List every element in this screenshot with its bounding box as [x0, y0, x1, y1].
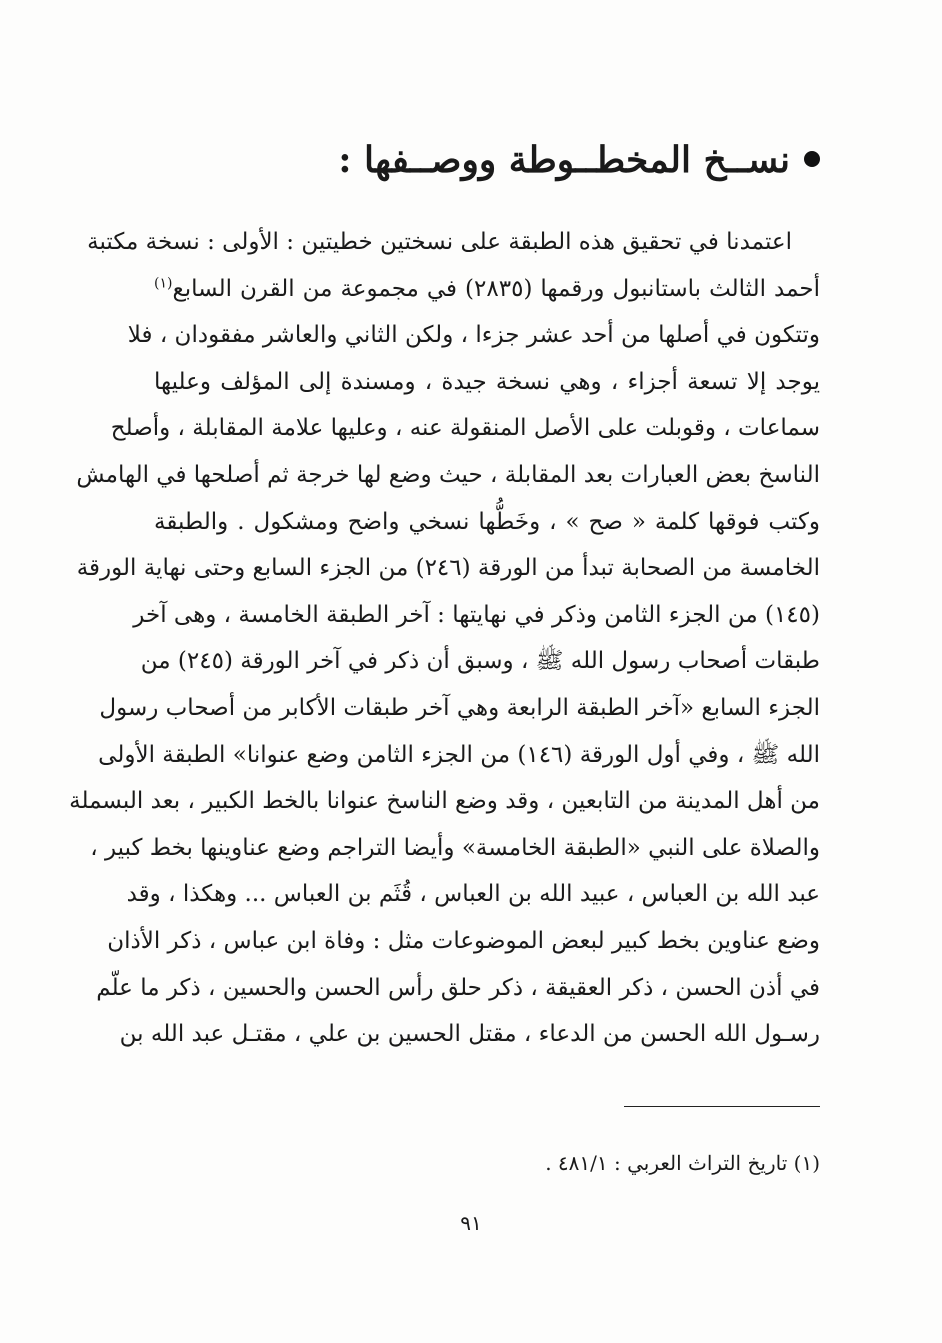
text-line: رسـول الله الحسن من الدعاء ، مقتل الحسين بن علي ، مقتـل عبد الله بن — [119, 1021, 820, 1048]
text-line-content: أحمد الثالث باستانبول ورقمها (٢٨٣٥) في مجموعة من القرن السابع — [172, 275, 820, 302]
page-number: ٩١ — [460, 1211, 482, 1235]
text-line: يوجد إلا تسعة أجزاء ، وهي نسخة جيدة ، ومسندة إلى المؤلف وعليها — [154, 368, 820, 395]
text-line: طبقات أصحاب رسول الله ﷺ ، وسبق أن ذكر في آخر الورقة (٢٤٥) من — [140, 648, 820, 675]
text-line: في أذن الحسن ، ذكر العقيقة ، ذكر حلق رأس الحسن والحسين ، ذكر ما علّم — [96, 974, 820, 1001]
text-line: وضع عناوين بخط كبير لبعض الموضوعات مثل : وفاة ابن عباس ، ذكر الأذان — [107, 927, 820, 954]
text-line: (١٤٥) من الجزء الثامن وذكر في نهايتها : آخر الطبقة الخامسة ، وهى آخر — [133, 601, 820, 628]
text-line: عبد الله بن العباس ، عبيد الله بن العباس ، قُثَم بن العباس ... وهكذا ، وقد — [126, 881, 820, 908]
section-heading-text: نســخ المخطــوطة ووصــفها : — [338, 139, 790, 181]
text-line: الجزء السابع «آخر الطبقة الرابعة وهي آخر طبقات الأكابر من أصحاب رسول — [99, 694, 820, 721]
text-line: من أهل المدينة من التابعين ، وقد وضع الناسخ عنوانا بالخط الكبير ، بعد البسملة — [69, 788, 820, 815]
text-line: الناسخ بعض العبارات بعد المقابلة ، حيث وضع لها خرجة ثم أصلحها في الهامش — [76, 461, 820, 488]
text-line: الله ﷺ ، وفي أول الورقة (١٤٦) من الجزء الثامن وضع عنوانا» الطبقة الأولى — [98, 741, 820, 768]
text-line: وكتب فوقها كلمة « صح » ، وخَطُّها نسخي واضح ومشكول . والطبقة — [154, 508, 820, 535]
footnote-reference: (١) — [154, 274, 173, 291]
text-line-with-footnote — [154, 266, 820, 313]
text-line: وتتكون في أصلها من أحد عشر جزءا ، ولكن الثاني والعاشر مفقودان ، فلا — [127, 322, 820, 349]
footnote: (١) تاريخ التراث العربي : ٤٨١/١ . — [545, 1151, 820, 1175]
section-heading — [220, 136, 820, 184]
footnote-separator — [624, 1106, 820, 1107]
text-line: سماعات ، وقوبلت على الأصل المنقولة عنه ، وعليها علامة المقابلة ، وأصلح — [110, 415, 820, 442]
bullet-icon — [804, 151, 820, 167]
body-paragraph — [69, 219, 820, 1058]
text-line: والصلاة على النبي «الطبقة الخامسة» وأيضا التراجم وضع عناوينها بخط كبير ، — [90, 834, 820, 861]
text-line: اعتمدنا في تحقيق هذه الطبقة على نسختين خطيتين : الأولى : نسخة مكتبة — [87, 229, 792, 255]
text-line: الخامسة من الصحابة تبدأ من الورقة (٢٤٦) من الجزء السابع وحتى نهاية الورقة — [76, 555, 820, 582]
